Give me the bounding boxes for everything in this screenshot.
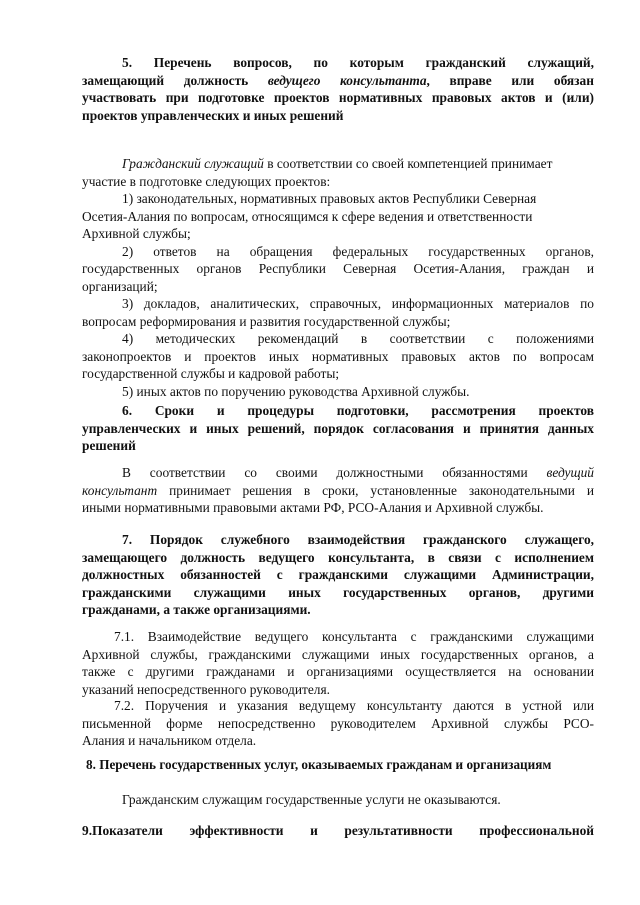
section-5-intro: Гражданский служащий в соответствии со своей компетенцией принимает участие в подготовке следующих проектов: — [82, 156, 553, 189]
list-item: 3) докладов, аналитических, справочных, информационных материалов по — [122, 296, 594, 311]
list-item: 4) методических рекомендаций в соответствии с положениями — [122, 331, 594, 346]
section-7-heading: 7. Порядок служебного взаимодействия гражданского служащего, замещающего должность ведущего консультанта, в связи с исполнением должностных обязанностей с гражданскими служащими Администрации, гражданскими служащими иных государственных органов, другими гражданами, а также организациями. — [82, 532, 594, 617]
section-6-paragraph: В соответствии со своими должностными обязанностями ведущий консультант принимает решения в сроки, установленные законодательными и иными нормативными правовыми актами РФ, РСО-Алания и Архивной службы. — [82, 465, 594, 515]
list-item: 1) законодательных, нормативных правовых актов Республики Северная — [122, 191, 537, 206]
section-8-heading: 8. Перечень государственных услуг, оказываемых гражданам и организациям — [86, 757, 552, 772]
section-5-heading: 5. Перечень вопросов, по которым гражданский служащий, замещающий должность ведущего консультанта, вправе или обязан участвовать при подготовке проектов нормативных правовых актов и (или) проектов управленческих и иных решений — [82, 55, 594, 123]
list-item: 5) иных актов по поручению руководства Архивной службы. — [122, 383, 470, 399]
section-6-heading: 6. Сроки и процедуры подготовки, рассмотрения проектов управленческих и иных решений, порядок согласования и принятия данных решений — [82, 403, 594, 453]
section-8-paragraph: Гражданским служащим государственные услуги не оказываются. — [122, 792, 501, 807]
section-5-list: 1) законодательных, нормативных правовых актов Республики Северная Осетия-Алания по вопросам, относящимся к сфере ведения и ответственности Архивной службы; 2) ответов на обращения федеральных государственных органов, государственных органов Республики Северная Осетия-Алания, граждан и организаций; 3) докладов, аналитических, справочных, информационных материалов по вопросам реформирования и развития государственной службы; 4) методических рекомендаций в соответствии с положениями законопроектов и проектов иных нормативных правовых актов по вопросам государственной службы и кадровой работы; 5) иных актов по поручению руководства Архивной службы. — [82, 191, 594, 399]
section-9-heading: 9.Показатели эффективности и результативности профессиональной — [82, 823, 594, 838]
list-item: 2) ответов на обращения федеральных государственных органов, — [122, 243, 594, 259]
section-7-paragraph-2: 7.2. Поручения и указания ведущему консультанту даются в устной или письменной форме непосредственно руководителем Архивной службы РСО- Алания и начальником отдела. — [82, 698, 594, 748]
section-5-heading-line-2: замещающий должность ведущего консультанта, вправе или обязан — [82, 72, 594, 88]
section-7-paragraph-1: 7.1. Взаимодействие ведущего консультанта с гражданскими служащими Архивной службы, гражданскими служащими иных государственных органов, а также с другими гражданами и организациями осуществляется на основании указаний непосредственного руководителя. — [82, 629, 594, 697]
